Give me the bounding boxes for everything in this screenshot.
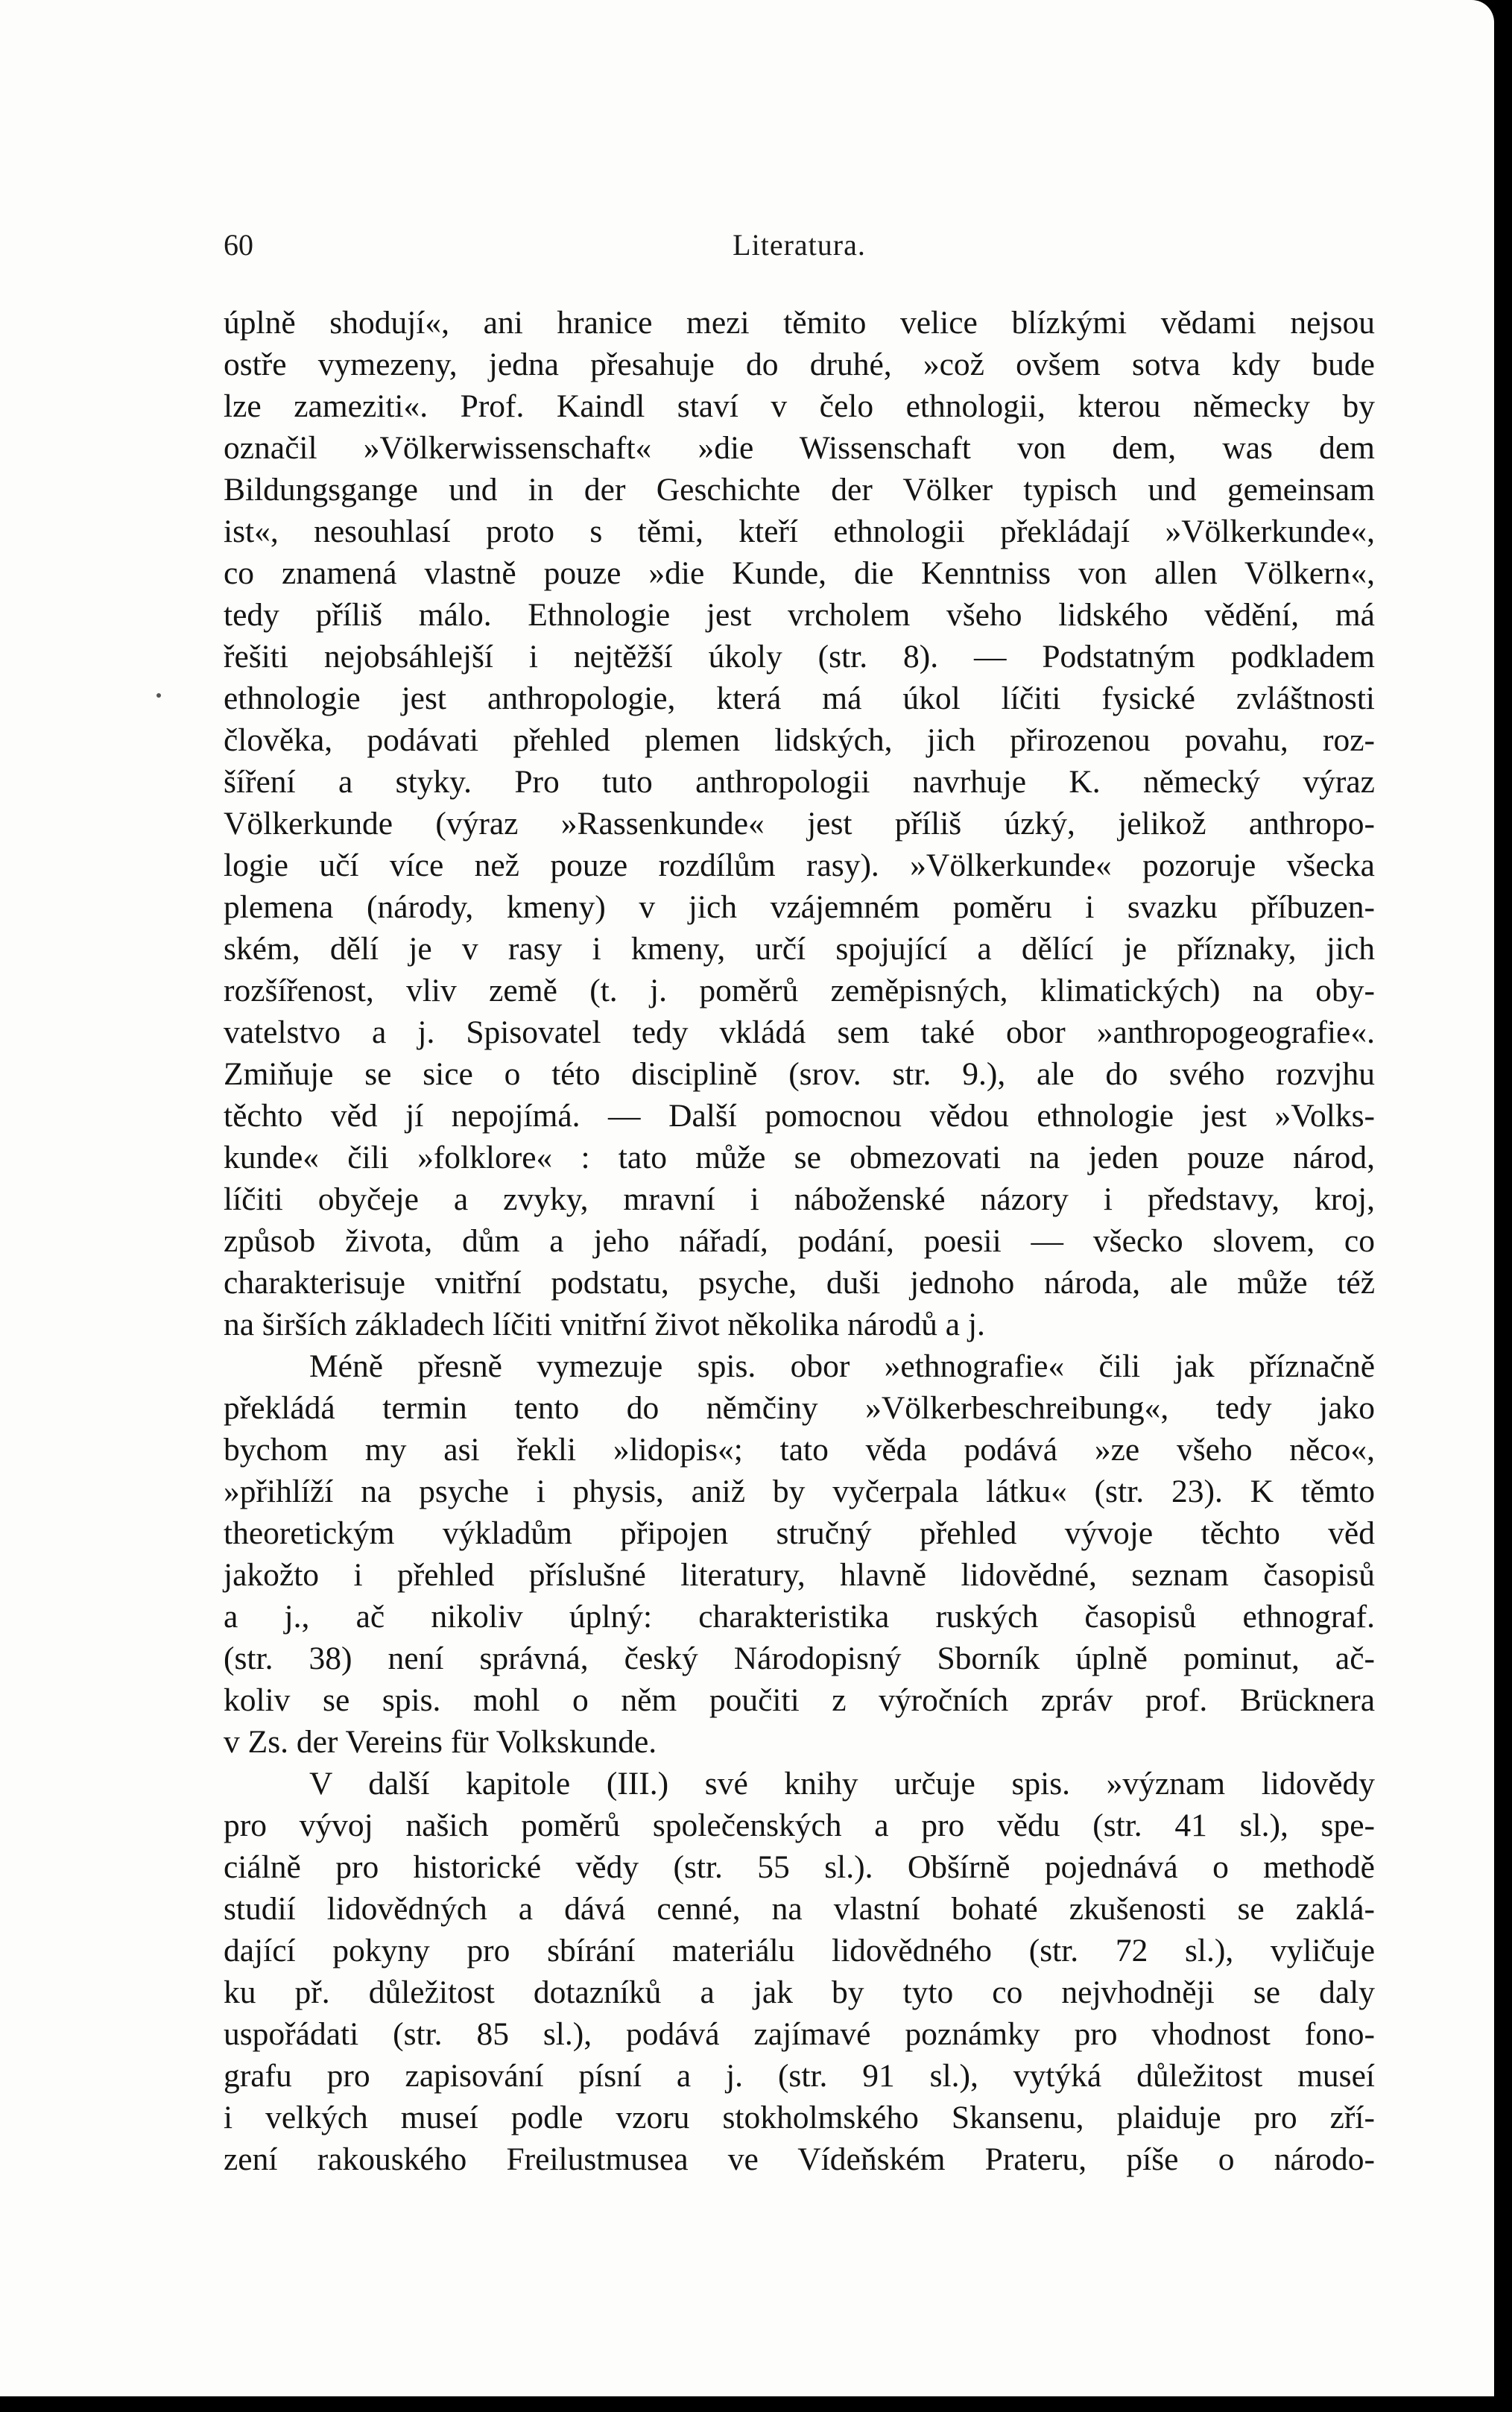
text-line: Zmiňuje se sice o této disciplině (srov. str. 9.), ale do svého rozvjhu [224, 1056, 1375, 1092]
text-line: plemena (národy, kmeny) v jich vzájemném poměru i svazku příbuzen- [224, 889, 1375, 925]
page-number: 60 [224, 228, 253, 262]
text-line: co znamená vlastně pouze »die Kunde, die Kenntniss von allen Völkern«, [224, 555, 1375, 591]
body-text [224, 302, 1375, 2180]
text-line: ist«, nesouhlasí proto s těmi, kteří ethnologii překládají »Völkerkunde«, [224, 514, 1375, 549]
text-line: těchto věd jí nepojímá. — Další pomocnou vědou ethnologie jest »Volks- [224, 1098, 1375, 1134]
text-line: lze zameziti«. Prof. Kaindl staví v čelo ethnologii, kterou německy by [224, 388, 1375, 424]
text-line: úplně shodují«, ani hranice mezi těmito velice blízkými vědami nejsou [224, 305, 1375, 341]
text-line: koliv se spis. mohl o něm poučiti z výročních zpráv prof. Brücknera [224, 1682, 1375, 1718]
text-line: řešiti nejobsáhlejší i nejtěžší úkoly (str. 8). — Podstatným podkladem [224, 639, 1375, 675]
text-line: (str. 38) není správná, český Národopisný Sborník úplně pominut, ač- [224, 1641, 1375, 1676]
text-line: ku př. důležitost dotazníků a jak by tyto co nejvhodněji se daly [224, 1974, 1375, 2010]
text-line: uspořádati (str. 85 sl.), podává zajímavé poznámky pro vhodnost fono- [224, 2016, 1375, 2052]
text-line: kunde« čili »folklore« : tato může se obmezovati na jeden pouze národ, [224, 1140, 1375, 1175]
text-line: theoretickým výkladům připojen stručný přehled vývoje těchto věd [224, 1515, 1375, 1551]
text-line: Bildungsgange und in der Geschichte der Völker typisch und gemeinsam [224, 472, 1375, 508]
text-line: ethnologie jest anthropologie, která má úkol líčiti fysické zvláštnosti [224, 681, 1375, 716]
text-line: šíření a styky. Pro tuto anthropologii navrhuje K. německý výraz [224, 764, 1375, 800]
text-line: studií lidovědných a dává cenné, na vlastní bohaté zkušenosti se zaklá- [224, 1891, 1375, 1927]
running-title: Literatura. [733, 228, 866, 262]
text-line: ostře vymezeny, jedna přesahuje do druhé, »což ovšem sotva kdy bude [224, 347, 1375, 382]
text-line: Méně přesně vymezuje spis. obor »ethnografie« čili jak příznačně [309, 1348, 1375, 1384]
text-line: pro vývoj našich poměrů společenských a pro vědu (str. 41 sl.), spe- [224, 1808, 1375, 1843]
text-line: ciálně pro historické vědy (str. 55 sl.). Obšírně pojednává o methodě [224, 1849, 1375, 1885]
text-line: překládá termin tento do němčiny »Völkerbeschreibung«, tedy jako [224, 1390, 1375, 1426]
text-line: dající pokyny pro sbírání materiálu lidovědného (str. 72 sl.), vyličuje [224, 1933, 1375, 1969]
text-line: V další kapitole (III.) své knihy určuje spis. »význam lidovědy [309, 1766, 1375, 1802]
text-line: označil »Völkerwissenschaft« »die Wissenschaft von dem, was dem [224, 430, 1375, 466]
text-line: tedy příliš málo. Ethnologie jest vrcholem všeho lidského vědění, má [224, 597, 1375, 633]
text-line: zení rakouského Freilustmusea ve Vídeňském Prateru, píše o národo- [224, 2141, 1375, 2177]
text-line: způsob života, dům a jeho nářadí, podání, poesii — všecko slovem, co [224, 1223, 1375, 1259]
text-line: charakterisuje vnitřní podstatu, psyche, duši jednoho národa, ale může též [224, 1265, 1375, 1301]
margin-mark [156, 693, 161, 698]
page-header [224, 227, 1375, 272]
text-line: v Zs. der Vereins für Volkskunde. [224, 1724, 657, 1760]
text-line: na širších základech líčiti vnitřní život několika národů a j. [224, 1307, 985, 1342]
text-line: rozšířenost, vliv země (t. j. poměrů zeměpisných, klimatických) na oby- [224, 973, 1375, 1008]
text-line: bychom my asi řekli »lidopis«; tato věda podává »ze všeho něco«, [224, 1432, 1375, 1468]
text-line: a j., ač nikoliv úplný: charakteristika ruských časopisů ethnograf. [224, 1599, 1375, 1635]
text-line: Völkerkunde (výraz »Rassenkunde« jest příliš úzký, jelikož anthropo- [224, 806, 1375, 842]
text-line: líčiti obyčeje a zvyky, mravní i náboženské názory i představy, kroj, [224, 1181, 1375, 1217]
text-line: jakožto i přehled příslušné literatury, hlavně lidovědné, seznam časopisů [224, 1557, 1375, 1593]
text-line: logie učí více než pouze rozdílům rasy). »Völkerkunde« pozoruje všecka [224, 847, 1375, 883]
text-line: člověka, podávati přehled plemen lidských, jich přirozenou povahu, roz- [224, 722, 1375, 758]
text-line: vatelstvo a j. Spisovatel tedy vkládá sem také obor »anthropogeografie«. [224, 1014, 1375, 1050]
text-line: grafu pro zapisování písní a j. (str. 91 sl.), vytýká důležitost museí [224, 2058, 1375, 2094]
text-line: ském, dělí je v rasy i kmeny, určí spojující a dělící je příznaky, jich [224, 931, 1375, 967]
text-line: i velkých museí podle vzoru stokholmského Skansenu, plaiduje pro zří- [224, 2100, 1375, 2135]
text-line: »přihlíží na psyche i physis, aniž by vyčerpala látku« (str. 23). K těmto [224, 1474, 1375, 1509]
